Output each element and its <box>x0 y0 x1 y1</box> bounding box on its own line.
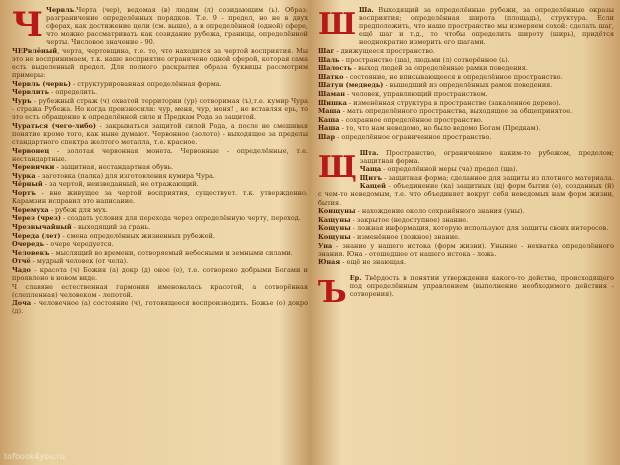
entry-term: Черевички <box>12 163 55 172</box>
entry-definition: , черта, чертовщина, т.е. то, что находится за чертой восприятия. Мы это не воспринимаем, т.к. наше восприятие ограничено одной сферой, которая сама есть выделенный предел. Для полного раскрытия образа буквицы рассмотрим примеры: <box>12 46 308 80</box>
dictionary-entry <box>318 116 614 124</box>
dictionary-entry <box>318 107 614 115</box>
entry-term: Черемуха <box>12 205 49 214</box>
dictionary-entry <box>12 97 308 121</box>
entry-term: Чураться (чего-либо) <box>12 121 96 130</box>
entry-definition: .Черта (чер), ведомая (в) людям (л) созидающим (ь). Образ: разграничение определённых порядков. Т.е. 9 - предел, но не в двух сферах, как достижение цели (см. выше), а в определённой (одной) сфере, что можно рассматривать как созидание рубежа, границы, определённой черты. Числовое значение - 90. <box>46 6 308 47</box>
entry-definition: - защитная, нестандартная обувь. <box>54 163 174 172</box>
entry-term: Червль <box>46 6 75 14</box>
entry-term: Уна <box>318 241 333 250</box>
dictionary-entry <box>318 47 614 55</box>
dictionary-entry <box>12 223 308 231</box>
entry-definition: - сохранное определённое пространство. <box>339 115 483 124</box>
dictionary-entry <box>12 206 308 214</box>
dictionary-entry <box>318 182 614 206</box>
entry-term: Ер. <box>349 273 362 282</box>
entry-definition: - ещё не знающая. <box>340 258 407 267</box>
entry-term: Чёрный <box>12 180 43 189</box>
dictionary-entry <box>12 88 308 96</box>
entry-term: Шалость <box>318 64 352 73</box>
entry-term: Ша. <box>359 6 374 14</box>
dictionary-entry <box>12 122 308 146</box>
dictionary-entry <box>318 216 614 224</box>
watermark: tofbook4you.ru <box>4 452 66 461</box>
dictionary-entry <box>12 163 308 171</box>
entry-term: Шаг <box>318 46 335 55</box>
entry-definition: - знание у нашего истока (форм жизни). Унынне - нехватка определённого знания. Юна - отошедшее от нашего истока - ложь. <box>318 241 614 258</box>
entry-definition: - пространство (ша), людьми (л) сотворённое (ь). <box>339 55 510 64</box>
letter-section <box>318 149 614 267</box>
entry-term: Через (чрез) <box>12 214 61 223</box>
entry-definition: - вышедший из определённых рамок поведения. <box>383 81 553 90</box>
entry-definition: - изменённая структура в пространстве (закаленное дерево). <box>346 98 561 107</box>
entry-term: Кощуны <box>318 232 351 241</box>
entry-definition: - золотая червонная монета. Червонные - определённые, т.е. нестандартные. <box>12 146 308 163</box>
entry-term: Шта. <box>359 148 379 157</box>
dictionary-entry <box>318 73 614 81</box>
entry-term: Наша <box>318 124 340 133</box>
entry-definition: - рубежный страж (ч) охватой территории (ур) сотворимая (ъ),т.е. кумир Чура - стража Рубежа. Но когда произносили: чур, меня, чур, меня! , не вставляя ерь, то это есть обращение к определённой силе и Предкам Рода за защитой. <box>12 97 308 122</box>
entry-definition: - мать определённого пространства, выходящее за общепринятое. <box>340 107 573 116</box>
entry-term: Шишка <box>318 98 347 107</box>
dictionary-entry <box>12 214 308 222</box>
entry-definition: - закрытое (недоступное) знание. <box>350 215 469 224</box>
entry-term: Доча <box>12 299 32 308</box>
entry-definition: Пространство, ограниченное каким-то рубежом, пределом; защитная форма. <box>359 148 614 165</box>
dictionary-entry <box>318 258 614 266</box>
entry-definition: Ч славяне естественная гармония именовалась красотой, а сотворённая (слепленная) человеком - лепотой. <box>12 282 308 299</box>
dictionary-entry <box>318 64 614 72</box>
entry-definition: - смена определённых жизненных рубежей. <box>60 231 215 240</box>
entry-term: Каша <box>318 115 340 124</box>
dictionary-entry <box>12 257 308 265</box>
entry-term: Чурка <box>12 171 36 180</box>
entry-definition: - изменённое (ложное) знание. <box>350 232 461 241</box>
dictionary-entry <box>318 274 614 298</box>
entry-term: Шатко <box>318 72 344 81</box>
entry-definition: - закрываться защитой силой Рода, а после не смешивая понятие кроме того, как ныне думают. Червонное (золото) - выходящее за пределы стандартного спектра желтого металла, т.е. красное. <box>12 121 308 146</box>
entry-definition: - объединение (ка) защитных (щ) форм бытия (е), созданных (й) с чем-то неведомым, т.е. что объединяет вокруг себя неведомых нам форм жизни, бытия. <box>318 182 614 207</box>
entry-term: Червль (червь) <box>12 79 71 88</box>
entry-definition: - защитная форма; сделанное для защиты из плотного материала. <box>382 173 614 182</box>
entry-term: Чуръ <box>12 97 32 106</box>
entry-definition: - нахождение около сохранённого знания (уны). <box>355 207 525 216</box>
entry-term: Чадо <box>12 265 31 274</box>
entry-definition: - создать условия для перехода через определённую черту, переход. <box>60 214 301 223</box>
entry-definition: - определённой меры (ча) предел (ща). <box>381 165 518 174</box>
entry-term: Червлить <box>12 88 49 97</box>
entry-definition: - ложная информация, которую используют для защиты своих интересов. <box>350 224 609 233</box>
entry-definition: - человек, управляющий пространством. <box>345 89 488 98</box>
entry-definition: - состояние, не вписывающееся в определённое пространство. <box>343 72 563 81</box>
entry-term: Отчё <box>12 257 31 266</box>
entry-definition: - определить. <box>48 88 98 97</box>
dictionary-entry <box>318 56 614 64</box>
entry-definition: - выход людей за определённые рамки поведения. <box>351 64 528 73</box>
dictionary-entry <box>12 240 308 248</box>
entry-definition: - то, что нам неведомо, но было ведомо Богам (Предкам). <box>339 124 541 133</box>
right-page <box>318 6 614 458</box>
entry-definition: - заготовка (палка) для изготовления кумира Чура. <box>35 171 215 180</box>
entry-definition: - вне живущее за чертой восприятия, существует. т.к. утвержденно. Карамзин исправил это написание. <box>12 189 308 206</box>
entry-term: Кощуны <box>318 224 351 233</box>
dictionary-entry <box>318 165 614 173</box>
dictionary-entry <box>12 6 308 46</box>
entry-definition: - определённое ограниченное пространство. <box>335 132 492 141</box>
left-page <box>12 6 308 458</box>
dictionary-entry <box>318 99 614 107</box>
drop-letter-sha: Ш <box>318 7 357 42</box>
drop-letter-er: Ъ <box>318 274 347 310</box>
dictionary-entry <box>12 299 308 315</box>
entry-definition: - красота (ч) Божия (а) докр (д) оное (о), т.е. сотворено добрыми Богами и проявлено в новом виде. <box>12 265 308 282</box>
entry-definition: - структурированная определённая форма. <box>70 79 222 88</box>
entry-term: Шар <box>318 132 335 141</box>
entry-definition: - движущееся пространство. <box>334 46 435 55</box>
entry-term: Юная <box>318 258 341 267</box>
dictionary-entry <box>318 149 614 165</box>
entry-definition: Выходящий за определённые рубежи, за определённые окразы восприятия; определённая широта (площадь), структура. Если предположить, что наше пространство мы измеряем сохой: сделать шаг, ещё шаг и т.д., то чтобы определить широту (ширь), придётся неоднократно измерить его шагами. <box>359 6 614 47</box>
dictionary-entry <box>12 232 308 240</box>
dictionary-entry <box>12 266 308 282</box>
dictionary-entry <box>12 189 308 205</box>
entry-definition: - человечное (а) состояние (ч), готовящееся воспроизводить. Божье (о) докро (д). <box>12 299 308 316</box>
entry-definition: - выходящий за грань. <box>71 222 151 231</box>
entry-definition: - рубеж для мух. <box>48 205 108 214</box>
entry-term: Шаман <box>318 89 346 98</box>
letter-section <box>318 6 614 141</box>
entry-definition: - очере чередуется. <box>43 240 114 249</box>
dictionary-entry <box>318 174 614 182</box>
entry-term: Шатун (медведь) <box>318 81 384 90</box>
entry-term: Кащей <box>359 182 386 191</box>
entry-term: Щитъ <box>359 173 383 182</box>
entry-term: Череда (лет) <box>12 231 61 240</box>
dictionary-entry <box>12 180 308 188</box>
entry-term: Маша <box>318 107 341 116</box>
drop-letter-che: Ч <box>12 6 44 45</box>
dictionary-entry <box>318 81 614 89</box>
entry-term: Коищуны <box>318 207 356 216</box>
dictionary-entry <box>318 133 614 141</box>
entry-term: Чрезвычайный <box>12 222 72 231</box>
dictionary-entry <box>318 207 614 215</box>
dictionary-entry <box>318 124 614 132</box>
dictionary-entry <box>12 283 308 299</box>
entry-term: Человекъ <box>12 248 50 257</box>
dictionary-entry <box>12 172 308 180</box>
dictionary-entry <box>318 90 614 98</box>
dictionary-entry <box>318 233 614 241</box>
entry-term: Кащуны <box>318 215 351 224</box>
dictionary-entry <box>12 147 308 163</box>
entry-term: Чаща <box>359 165 382 174</box>
entry-definition: Твёрдость в понятии утверждения какого-то действа, происходящего под определённым управлением (выполнение необходимого действия - сотворения). <box>349 273 614 298</box>
dictionary-entry <box>12 47 308 79</box>
entry-term: ЧЕРвлёный <box>12 46 58 55</box>
dictionary-entry <box>318 6 614 46</box>
dictionary-entry <box>12 249 308 257</box>
entry-term: Очередь <box>12 240 44 249</box>
entry-definition: - за чертой, неизведанный, не отражающий. <box>42 180 199 189</box>
drop-letter-shcha: Щ <box>318 149 357 185</box>
entry-definition: - мыслящий во времени, сотворяемый небесными и земными силами. <box>49 248 293 257</box>
dictionary-entry <box>318 224 614 232</box>
entry-definition: - мудрый человек (от чела). <box>30 257 129 266</box>
entry-term: Шаль <box>318 55 340 64</box>
entry-term: Чортъ <box>12 189 36 198</box>
entry-term: Червонец <box>12 146 50 155</box>
dictionary-entry <box>12 80 308 88</box>
dictionary-entry <box>318 242 614 258</box>
letter-section <box>318 273 614 310</box>
